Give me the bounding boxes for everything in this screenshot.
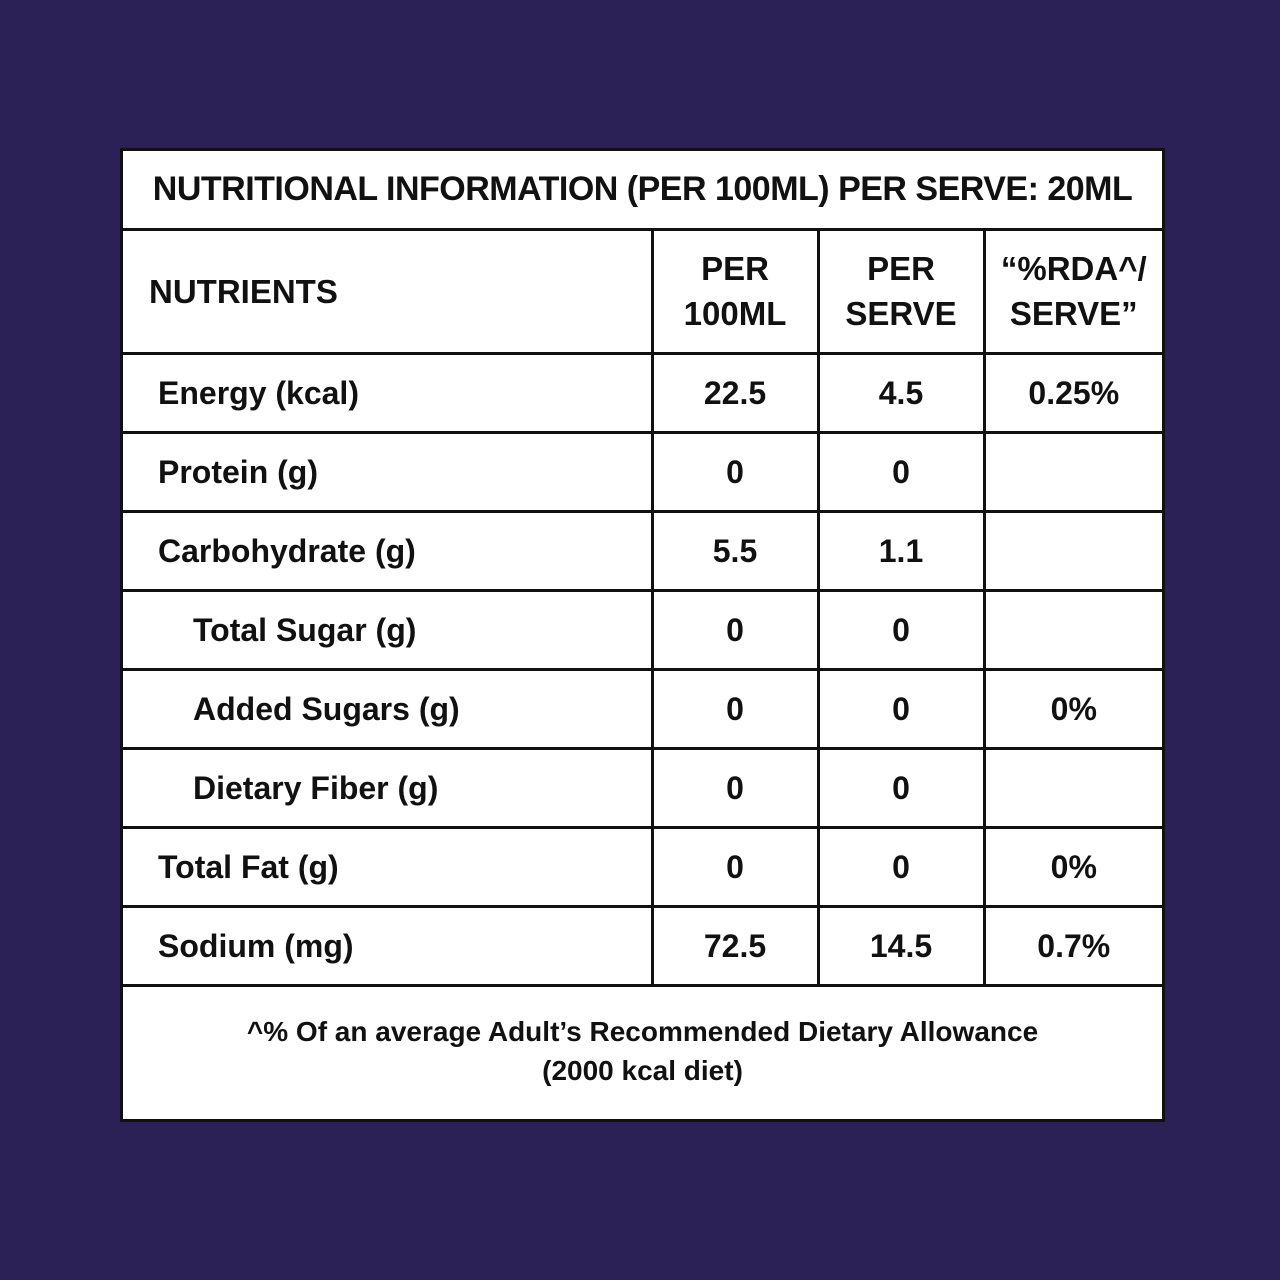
nutrient-name: Total Sugar (g)	[123, 591, 652, 670]
nutrient-name: Sodium (mg)	[123, 907, 652, 986]
header-nutrients: NUTRIENTS	[123, 230, 652, 354]
footnote-line2: (2000 kcal diet)	[542, 1055, 743, 1086]
per-serve-value: 0	[818, 749, 984, 828]
per-serve-value: 0	[818, 670, 984, 749]
table-row	[123, 354, 1162, 433]
nutrient-name: Total Fat (g)	[123, 828, 652, 907]
header-per-serve-line2: SERVE	[845, 294, 957, 332]
rda-value	[984, 512, 1162, 591]
per-serve-value: 0	[818, 828, 984, 907]
header-per-serve-line1: PER	[867, 249, 935, 287]
nutrient-name: Dietary Fiber (g)	[123, 749, 652, 828]
footnote	[123, 986, 1162, 1116]
per-100ml-value: 5.5	[652, 512, 818, 591]
header-rda	[984, 230, 1162, 354]
per-serve-value: 4.5	[818, 354, 984, 433]
nutrient-name: Added Sugars (g)	[123, 670, 652, 749]
nutrient-name: Carbohydrate (g)	[123, 512, 652, 591]
table-row	[123, 433, 1162, 512]
per-100ml-value: 22.5	[652, 354, 818, 433]
rda-value	[984, 433, 1162, 512]
header-rda-line1: “%RDA^/	[1000, 249, 1147, 287]
table-row	[123, 591, 1162, 670]
per-100ml-value: 0	[652, 828, 818, 907]
table-title: NUTRITIONAL INFORMATION (PER 100ML) PER SERVE: 20ML	[123, 151, 1162, 230]
per-100ml-value: 0	[652, 433, 818, 512]
per-100ml-value: 0	[652, 749, 818, 828]
rda-value	[984, 591, 1162, 670]
footnote-line1: ^% Of an average Adult’s Recommended Dietary Allowance	[246, 1015, 1039, 1047]
nutrient-name: Protein (g)	[123, 433, 652, 512]
rda-value: 0.25%	[984, 354, 1162, 433]
per-serve-value: 0	[818, 433, 984, 512]
table-row	[123, 828, 1162, 907]
per-100ml-value: 0	[652, 591, 818, 670]
header-per-serve	[818, 230, 984, 354]
table-row	[123, 670, 1162, 749]
header-per-100ml-line1: PER	[701, 249, 769, 287]
rda-value: 0%	[984, 670, 1162, 749]
per-serve-value: 14.5	[818, 907, 984, 986]
per-100ml-value: 72.5	[652, 907, 818, 986]
nutrition-panel	[120, 148, 1165, 1122]
header-per-100ml-line2: 100ML	[683, 294, 787, 332]
rda-value	[984, 749, 1162, 828]
nutrition-table	[123, 151, 1162, 1115]
per-serve-value: 0	[818, 591, 984, 670]
per-serve-value: 1.1	[818, 512, 984, 591]
header-rda-line2: SERVE”	[1009, 294, 1138, 332]
table-row	[123, 749, 1162, 828]
table-row	[123, 512, 1162, 591]
header-per-100ml	[652, 230, 818, 354]
per-100ml-value: 0	[652, 670, 818, 749]
rda-value: 0.7%	[984, 907, 1162, 986]
rda-value: 0%	[984, 828, 1162, 907]
table-row	[123, 907, 1162, 986]
nutrient-name: Energy (kcal)	[123, 354, 652, 433]
header-row	[123, 230, 1162, 354]
